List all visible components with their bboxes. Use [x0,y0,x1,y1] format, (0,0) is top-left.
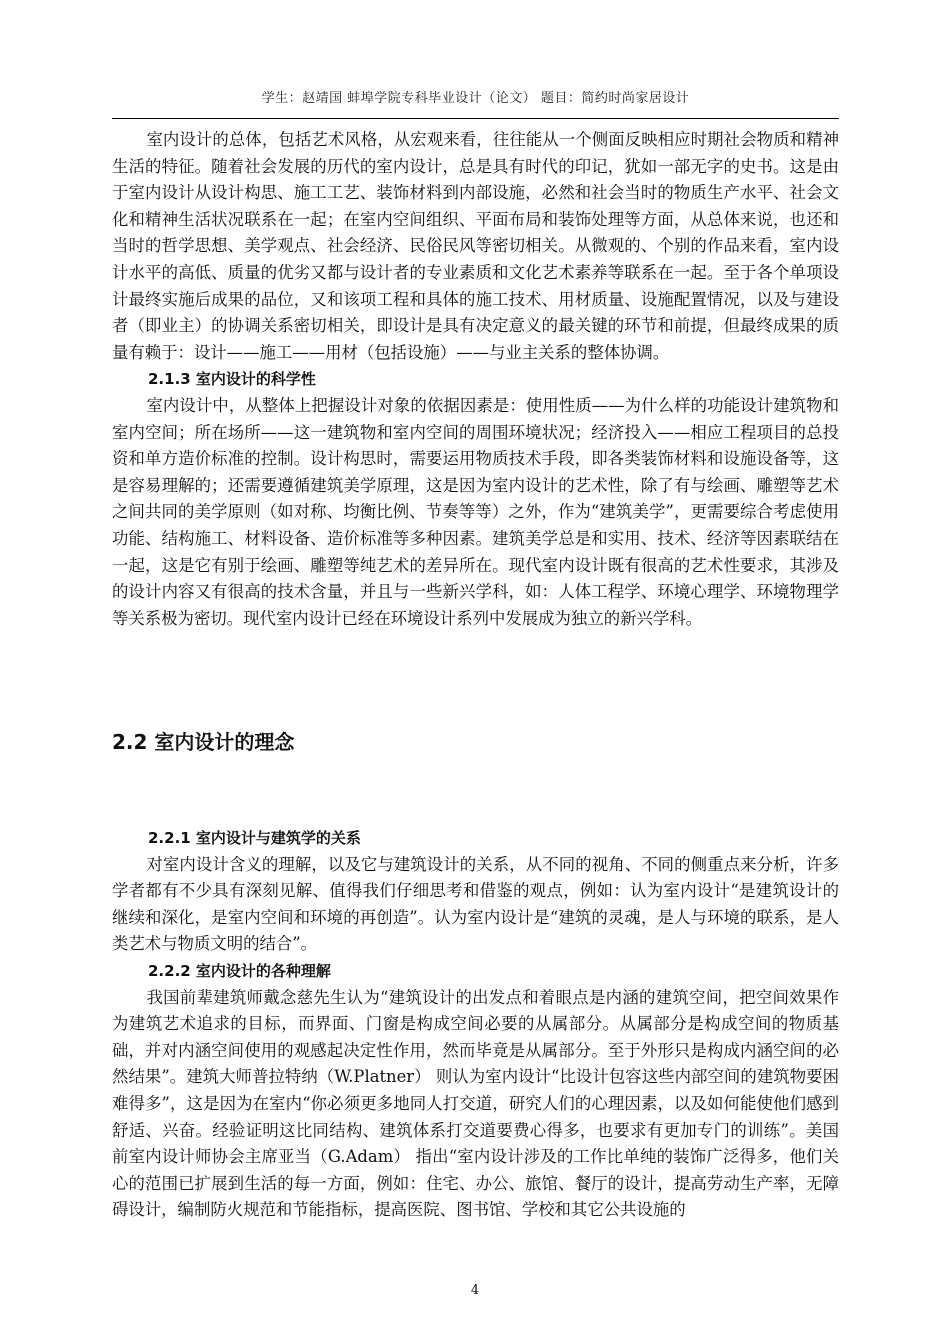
header-divider [112,118,839,119]
paragraph-understandings: 我国前辈建筑师戴念慈先生认为“建筑设计的出发点和着眼点是内涵的建筑空间，把空间效果作为建筑艺术追求的目标，而界面、门窗是构成空间必要的从属部分。从属部分是构成空间的物质基础，并对内涵空间使用的观感起决定性作用，然而毕竟是从属部分。至于外形只是构成内涵空间的必然结果”。建筑大师普拉特纳（W.Platner） 则认为室内设计“比设计包容这些内部空间的建筑物要困难得多”，这是因为在室内“你必须更多地同人打交道，研究人们的心理因素，以及如何能使他们感到舒适、兴奋。经验证明这比同结构、建筑体系打交道要费心得多，也要求有更加专门的训练”。美国前室内设计师协会主席亚当（G.Adam） 指出“室内设计涉及的工作比单纯的装饰广泛得多，他们关心的范围已扩展到生活的每一方面，例如：住宅、办公、旅馆、餐厅的设计，提高劳动生产率，无障碍设计，编制防火规范和节能指标，提高医院、图书馆、学校和其它公共设施的 [112,987,839,1220]
paragraph-scientific: 室内设计中，从整体上把握设计对象的依据因素是：使用性质——为什么样的功能设计建筑物和室内空间；所在场所——这一建筑物和室内空间的周围环境状况；经济投入——相应工程项目的总投资和单方造价标准的控制。设计构思时，需要运用物质技术手段，即各类装饰材料和设施设备等，这是容易理解的；还需要遵循建筑美学原理，这是因为室内设计的艺术性，除了有与绘画、雕塑等艺术之间共同的美学原则（如对称、均衡比例、节奏等等）之外，作为“建筑美学”，更需要综合考虑使用功能、结构施工、材料设备、造价标准等多种因素。建筑美学总是和实用、技术、经济等因素联结在一起，这是它有别于绘画、雕塑等纯艺术的差异所在。现代室内设计既有很高的艺术性要求，其涉及的设计内容又有很高的技术含量，并且与一些新兴学科，如：人体工程学、环境心理学、环境物理学等关系极为密切。现代室内设计已经在环境设计系列中发展成为独立的新兴学科。 [112,395,839,628]
document-body-upper [112,127,839,632]
document-body-lower [112,825,839,1224]
paragraph-overall-style: 室内设计的总体，包括艺术风格，从宏观来看，往往能从一个侧面反映相应时期社会物质和精神生活的特征。随着社会发展的历代的室内设计，总是具有时代的印记，犹如一部无字的史书。这是由于室内设计从设计构思、施工工艺、装饰材料到内部设施，必然和社会当时的物质生产水平、社会文化和精神生活状况联系在一起；在室内空间组织、平面布局和装饰处理等方面，从总体来说，也还和当时的哲学思想、美学观点、社会经济、民俗民风等密切相关。从微观的、个别的作品来看，室内设计水平的高低、质量的优劣又都与设计者的专业素质和文化艺术素养等联系在一起。至于各个单项设计最终实施后成果的品位，又和该项工程和具体的施工技术、用材质量、设施配置情况，以及与建设者（即业主）的协调关系密切相关，即设计是具有决定意义的最关键的环节和前提，但最终成果的质量有赖于：设计——施工——用材（包括设施）——与业主关系的整体协调。 [112,130,839,362]
subheading-2-2-1: 2.2.1 室内设计与建筑学的关系 [148,829,361,847]
paragraph-architecture-relation: 对室内设计含义的理解，以及它与建筑设计的关系，从不同的视角、不同的侧重点来分析，许多学者都有不少具有深刻见解、值得我们仔细思考和借鉴的观点，例如：认为室内设计“是建筑设计的继续和深化，是室内空间和环境的再创造”。认为室内设计是“建筑的灵魂，是人与环境的联系，是人类艺术与物质文明的结合”。 [112,854,839,954]
page-header: 学生：赵靖国 蚌埠学院专科毕业设计（论文） 题目：简约时尚家居设计 [261,91,690,106]
subheading-2-1-3: 2.1.3 室内设计的科学性 [148,370,316,389]
section-heading-2-2: 2.2 室内设计的理念 [112,730,295,754]
subheading-2-2-2: 2.2.2 室内设计的各种理解 [148,961,331,980]
page-number: 4 [470,1283,480,1298]
